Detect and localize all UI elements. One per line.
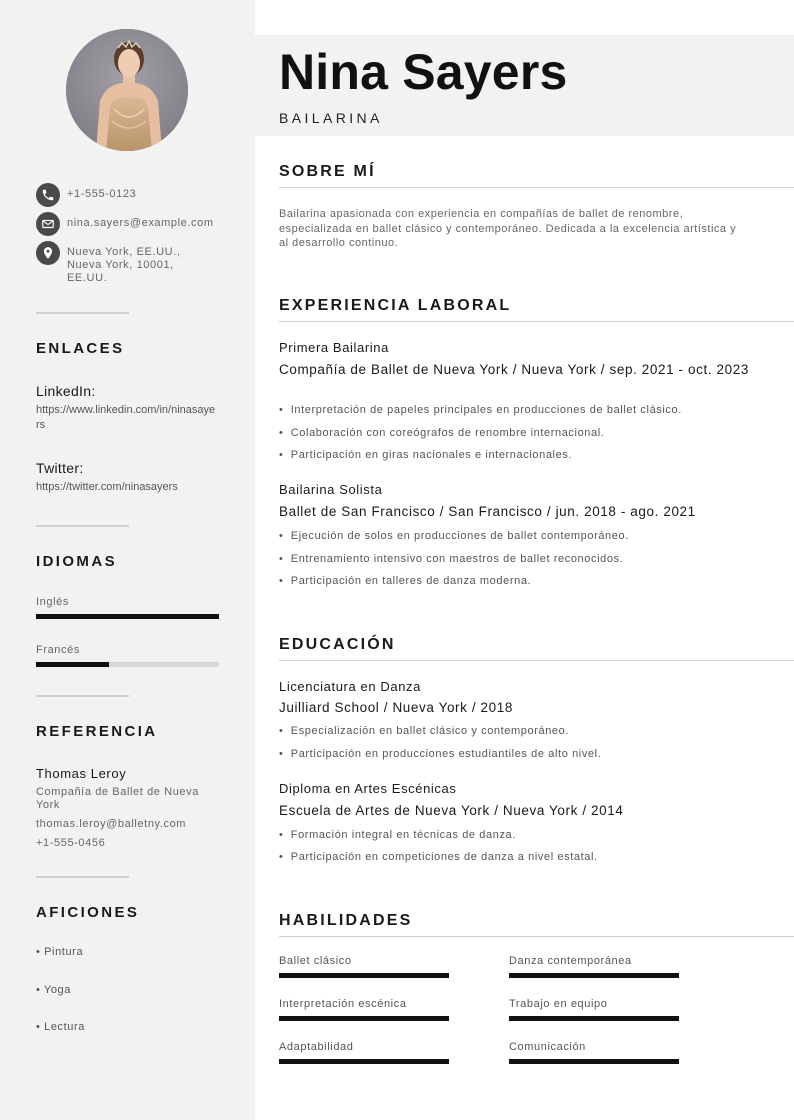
education-title: Licenciatura en Danza bbox=[279, 679, 421, 694]
twitter-url[interactable]: https://twitter.com/ninasayers bbox=[36, 481, 178, 493]
section-rule bbox=[279, 187, 794, 188]
sidebar-divider bbox=[36, 525, 129, 527]
education-bullet: • Participación en producciones estudiantiles de alto nivel. bbox=[279, 748, 602, 760]
reference-name: Thomas Leroy bbox=[36, 766, 127, 781]
sidebar-divider bbox=[36, 876, 129, 878]
address-text: Nueva York, EE.UU., Nueva York, 10001, EE.UU. bbox=[67, 246, 181, 284]
language-french-bar bbox=[36, 662, 219, 667]
links-heading: ENLACES bbox=[36, 340, 125, 357]
profile-photo bbox=[66, 29, 188, 151]
skill-label: Comunicación bbox=[509, 1041, 586, 1053]
skill-bar bbox=[279, 973, 449, 978]
education-bullet: • Especialización en ballet clásico y contemporáneo. bbox=[279, 725, 570, 737]
skill-fill bbox=[509, 1059, 679, 1064]
job-bullet: • Interpretación de papeles principales en producciones de ballet clásico. bbox=[279, 404, 682, 416]
phone-text: +1-555-0123 bbox=[67, 188, 137, 200]
skill-label: Interpretación escénica bbox=[279, 998, 407, 1010]
about-text: Bailarina apasionada con experiencia en compañías de ballet de renombre, especializada en ballet clásico y contemporáneo. Dedicada a la excelencia artística y al desarrollo continuo. bbox=[279, 208, 737, 249]
contact-email bbox=[36, 212, 214, 236]
skill-bar bbox=[279, 1059, 449, 1064]
reference-email[interactable]: thomas.leroy@balletny.com bbox=[36, 818, 187, 830]
skill-fill bbox=[279, 973, 449, 978]
reference-phone: +1-555-0456 bbox=[36, 837, 106, 849]
section-rule bbox=[279, 936, 794, 937]
job-bullet: • Ejecución de solos en producciones de ballet contemporáneo. bbox=[279, 530, 629, 542]
skills-heading: HABILIDADES bbox=[279, 912, 413, 929]
education-title: Diploma en Artes Escénicas bbox=[279, 781, 457, 796]
education-heading: EDUCACIÓN bbox=[279, 636, 396, 653]
contact-phone bbox=[36, 183, 207, 207]
hobbies-heading: AFICIONES bbox=[36, 904, 140, 921]
linkedin-label: LinkedIn: bbox=[36, 383, 96, 399]
job-bullet: • Entrenamiento intensivo con maestros de ballet reconocidos. bbox=[279, 553, 624, 565]
hobby-item: • Yoga bbox=[36, 984, 71, 996]
about-heading: SOBRE MÍ bbox=[279, 163, 376, 180]
job-bullet: • Participación en giras nacionales e internacionales. bbox=[279, 449, 573, 461]
language-english-label: Inglés bbox=[36, 596, 69, 608]
job-title: Primera Bailarina bbox=[279, 340, 389, 355]
twitter-label: Twitter: bbox=[36, 460, 84, 476]
education-bullet: • Participación en competiciones de danza a nivel estatal. bbox=[279, 851, 598, 863]
language-english-fill bbox=[36, 614, 219, 619]
job-subtitle: Ballet de San Francisco / San Francisco / jun. 2018 - ago. 2021 bbox=[279, 504, 696, 519]
sidebar-divider bbox=[36, 695, 129, 697]
hobby-item: • Lectura bbox=[36, 1021, 85, 1033]
person-role: BAILARINA bbox=[279, 110, 383, 126]
experience-heading: EXPERIENCIA LABORAL bbox=[279, 297, 512, 314]
skill-bar bbox=[509, 1059, 679, 1064]
person-name: Nina Sayers bbox=[279, 44, 568, 100]
language-french-label: Francés bbox=[36, 644, 80, 656]
education-subtitle: Juilliard School / Nueva York / 2018 bbox=[279, 700, 513, 715]
education-bullet: • Formación integral en técnicas de danza. bbox=[279, 829, 516, 841]
language-english-bar bbox=[36, 614, 219, 619]
hobby-item: • Pintura bbox=[36, 946, 84, 958]
job-subtitle: Compañía de Ballet de Nueva York / Nueva York / sep. 2021 - oct. 2023 bbox=[279, 362, 749, 377]
mail-icon bbox=[36, 212, 60, 236]
section-rule bbox=[279, 321, 794, 322]
language-french-fill bbox=[36, 662, 109, 667]
job-bullet: • Participación en talleres de danza moderna. bbox=[279, 575, 532, 587]
skill-fill bbox=[509, 1016, 679, 1021]
job-title: Bailarina Solista bbox=[279, 482, 383, 497]
contact-address bbox=[36, 241, 187, 285]
skill-label: Ballet clásico bbox=[279, 955, 352, 967]
skill-bar bbox=[279, 1016, 449, 1021]
reference-heading: REFERENCIA bbox=[36, 723, 158, 740]
languages-heading: IDIOMAS bbox=[36, 553, 117, 570]
skill-label: Danza contemporánea bbox=[509, 955, 632, 967]
skill-bar bbox=[509, 1016, 679, 1021]
skill-label: Trabajo en equipo bbox=[509, 998, 608, 1010]
skill-label: Adaptabilidad bbox=[279, 1041, 354, 1053]
skill-fill bbox=[509, 973, 679, 978]
location-pin-icon bbox=[36, 241, 60, 265]
skill-bar bbox=[509, 973, 679, 978]
education-subtitle: Escuela de Artes de Nueva York / Nueva York / 2014 bbox=[279, 803, 624, 818]
skill-fill bbox=[279, 1059, 449, 1064]
skill-fill bbox=[279, 1016, 449, 1021]
linkedin-url[interactable]: https://www.linkedin.com/in/ninasayers bbox=[36, 404, 216, 431]
sidebar-divider bbox=[36, 312, 129, 314]
email-text[interactable]: nina.sayers@example.com bbox=[67, 217, 214, 229]
section-rule bbox=[279, 660, 794, 661]
phone-icon bbox=[36, 183, 60, 207]
job-bullet: • Colaboración con coreógrafos de renombre internacional. bbox=[279, 427, 605, 439]
reference-company: Compañía de Ballet de Nueva York bbox=[36, 786, 199, 811]
